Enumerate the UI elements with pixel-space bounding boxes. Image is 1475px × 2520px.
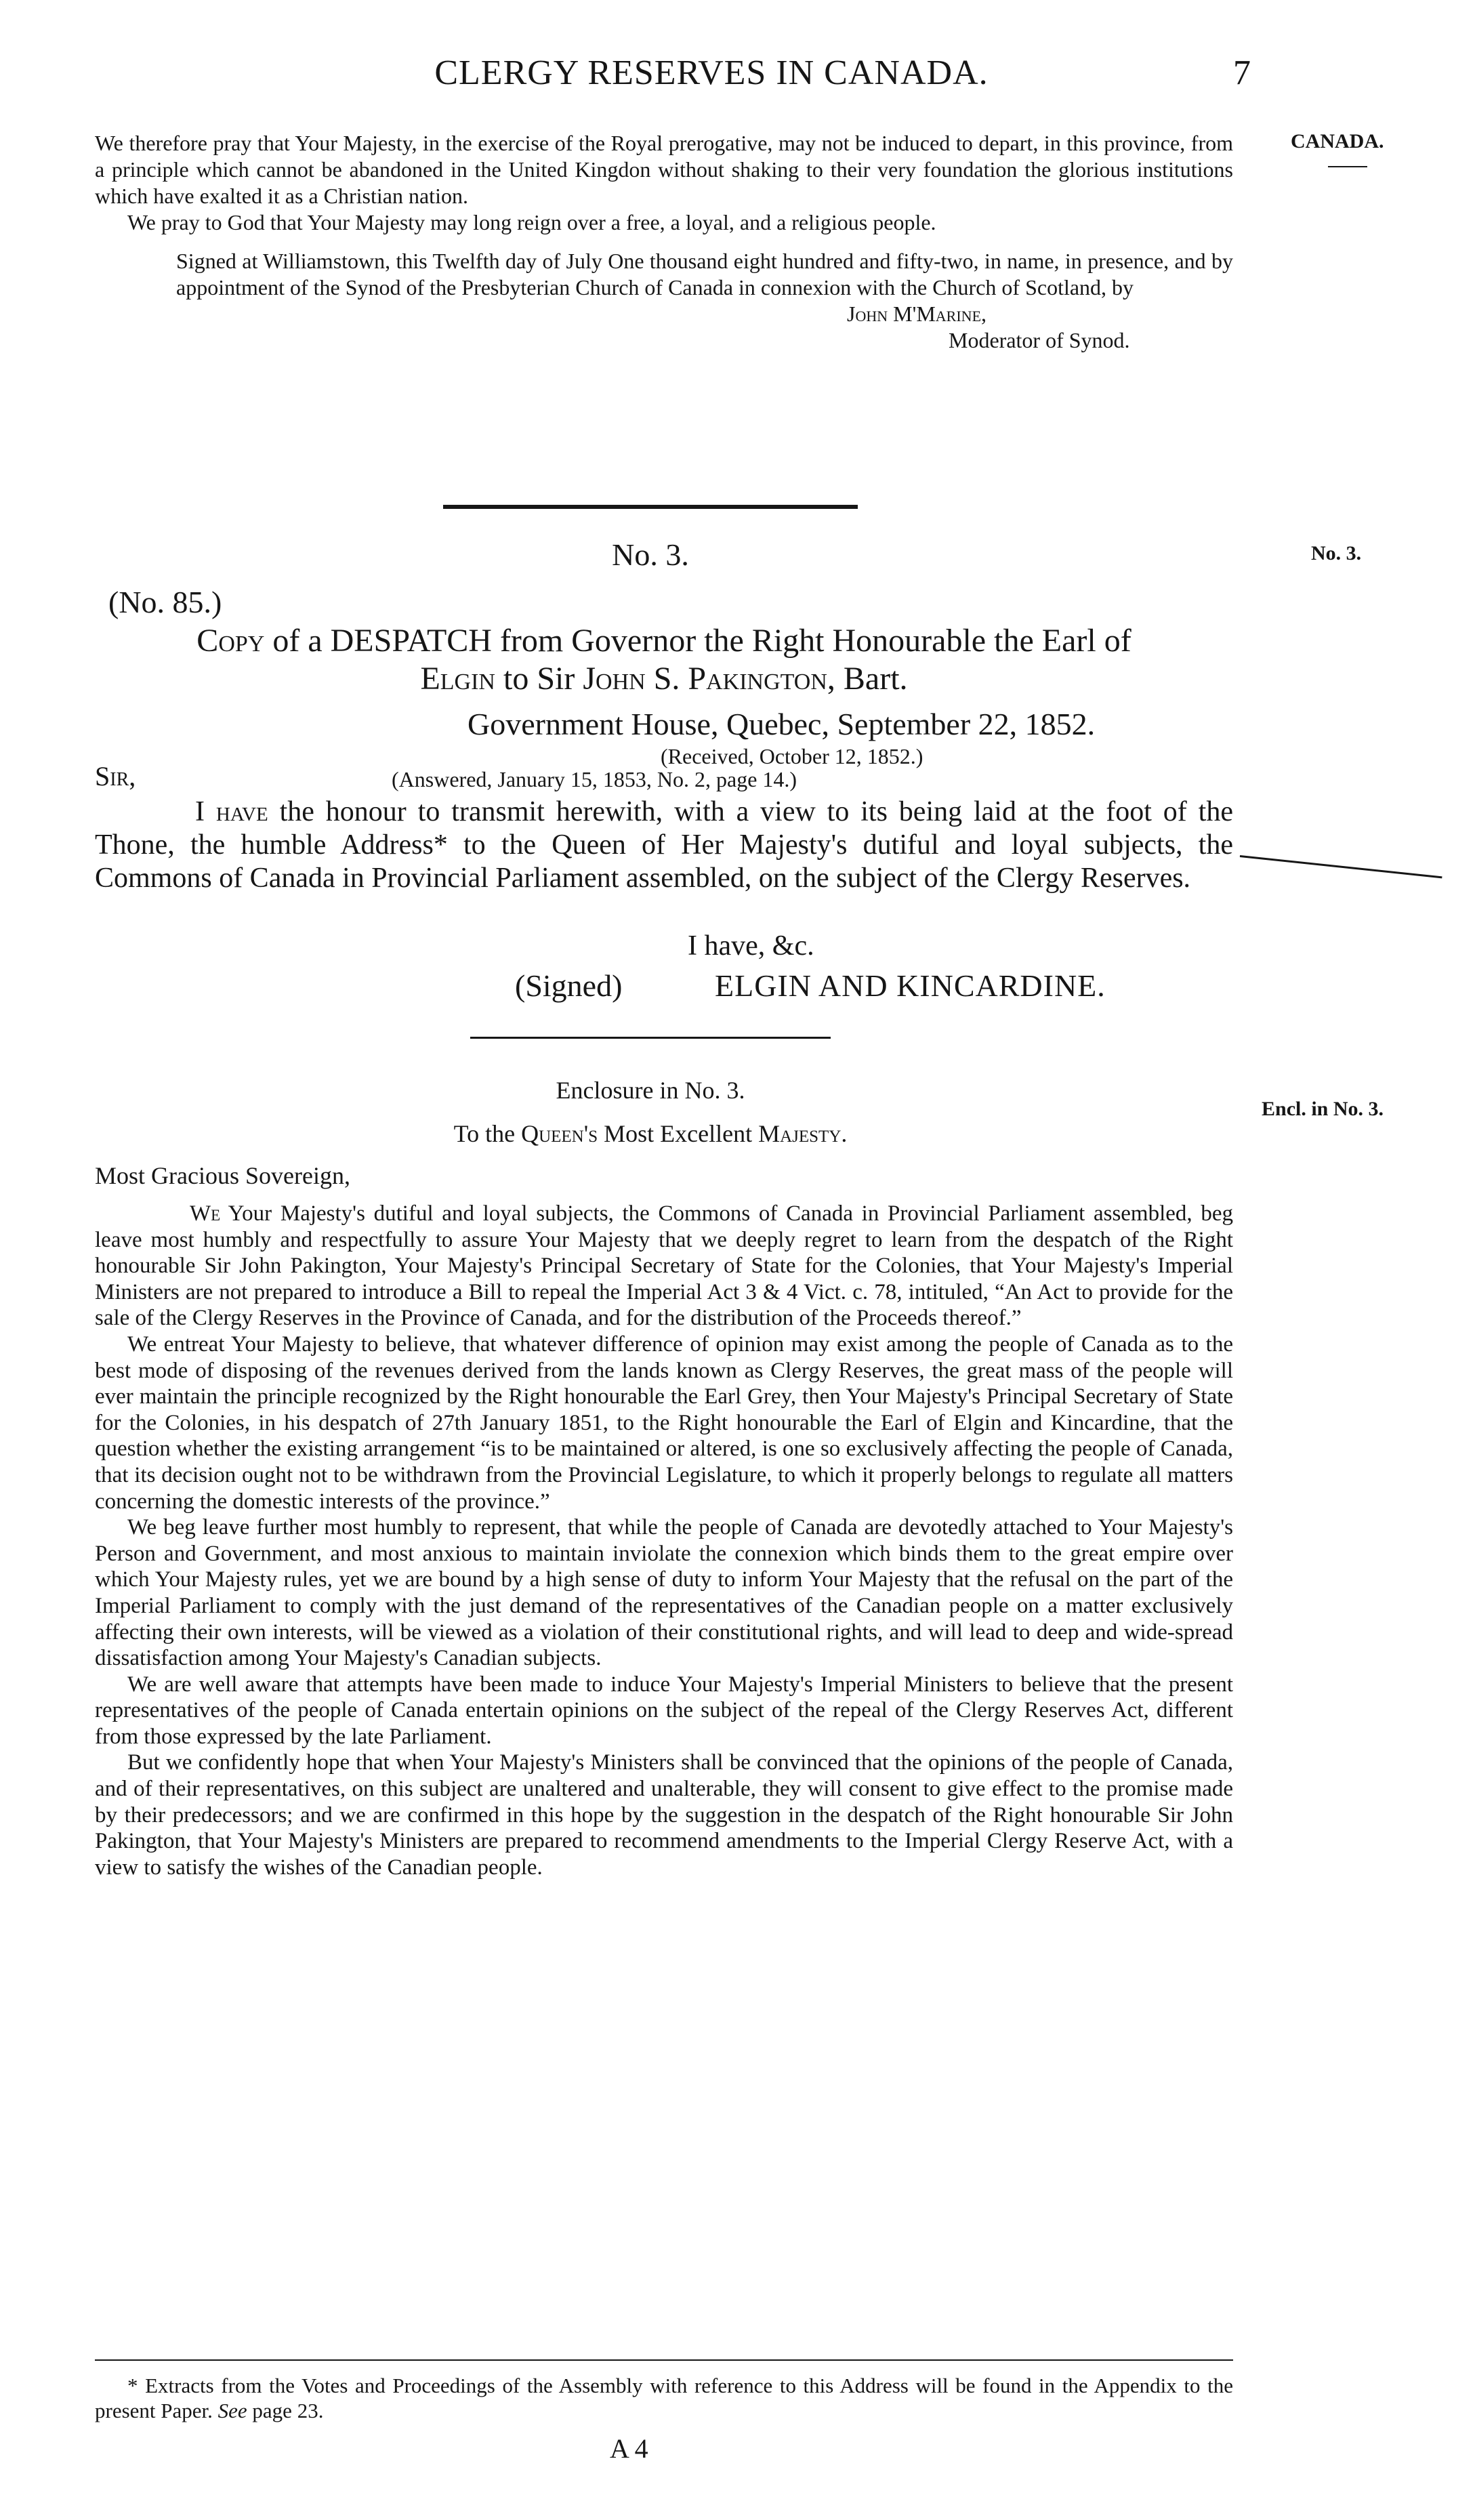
despatch-title-to: to Sir bbox=[495, 661, 583, 697]
despatch-title bbox=[95, 622, 1233, 698]
despatch-title-pakington: John S. Pakington bbox=[583, 661, 827, 697]
footnote-see: See bbox=[217, 2399, 247, 2422]
page-number: 7 bbox=[1233, 54, 1251, 92]
addressee-queen: Queen's bbox=[521, 1120, 598, 1147]
margin-dash bbox=[1328, 166, 1367, 167]
section-rule-light bbox=[470, 1037, 831, 1039]
margin-pointer-line bbox=[1240, 855, 1442, 878]
enclosure-body bbox=[95, 1201, 1233, 1880]
despatch-signed-label: (Signed) bbox=[515, 968, 623, 1003]
petition-paragraph-2: We pray to God that Your Majesty may long reign over a free, a loyal, and a religious people. bbox=[127, 210, 936, 234]
despatch-title-elgin: Elgin bbox=[420, 661, 495, 697]
margin-note-no3: No. 3. bbox=[1311, 542, 1362, 564]
despatch-received: (Received, October 12, 1852.) bbox=[661, 744, 923, 768]
despatch-number: (No. 85.) bbox=[108, 585, 222, 619]
margin-note-canada: CANADA. bbox=[1291, 130, 1384, 152]
despatch-signed-name: ELGIN AND KINCARDINE. bbox=[715, 968, 1106, 1003]
margin-note-encl: Encl. in No. 3. bbox=[1262, 1098, 1384, 1120]
petition-paragraph-1: We therefore pray that Your Majesty, in the exercise of the Royal prerogative, may not be induced to depart, in this province, from a principle which cannot be abandoned in the United Kingdon without shaking to their very foundation the glorious institutions which have exalted it as a Christian nation. bbox=[95, 131, 1233, 208]
despatch-text: the honour to transmit herewith, with a view to its being laid at the foot of the Thone, the humble Address* to the Queen of Her Majesty's dutiful and loyal subjects, the Commons of Canada in Provincial Parliament assembled, on the subject of the Clergy Reserves. bbox=[95, 796, 1233, 894]
footnote-page-ref: page 23. bbox=[247, 2399, 324, 2422]
addressee-majesty: Majesty. bbox=[758, 1120, 848, 1147]
enclosure-paragraph-4: We are well aware that attempts have been made to induce Your Majesty's Imperial Ministers to believe that the present representatives of the people of Canada entertain opinions on the subject of the repeal of the Clergy Reserves Act, different from those expressed by the late Parliament. bbox=[95, 1672, 1233, 1749]
enclosure-paragraph-1: Your Majesty's dutiful and loyal subjects, the Commons of Canada in Provincial Parliament assembled, beg leave most humbly and respectfully to assure Your Majesty that we deeply regret to learn from the despatch of the Right honourable Sir John Pakington, Your Majesty's Principal Secretary of State for the Colonies, that Your Majesty's Imperial Ministers are not prepared to introduce a Bill to repeal the Imperial Act 3 & 4 Vict. c. 78, intituled, “An Act to provide for the sale of the Clergy Reserves in the Province of Canada, and for the distribution of the Proceeds thereof.” bbox=[95, 1201, 1233, 1331]
despatch-title-bart: , Bart. bbox=[827, 661, 908, 697]
enclosure-paragraph-3: We beg leave further most humbly to represent, that while the people of Canada are devotedly attached to Your Majesty's Person and Government, and most anxious to maintain inviolate the connexion which binds them to the great empire over which Your Majesty rules, yet we are bound by a high sense of duty to inform Your Majesty that the refusal on the part of the Imperial Parliament to comply with the just demand of the representatives of the Canadian people on a matter exclusively affecting their own interests, will be viewed as a violation of their constitutional rights, and will lead to deep and wide-spread dissatisfaction among Your Majesty's Canadian subjects. bbox=[95, 1515, 1233, 1671]
footnote bbox=[95, 2373, 1233, 2423]
addressee-most-excellent: Most Excellent bbox=[598, 1120, 759, 1147]
despatch-title-copy: Copy bbox=[196, 623, 265, 659]
despatch-answered: (Answered, January 15, 1853, No. 2, page 14.) bbox=[392, 767, 797, 791]
enclosure-paragraph-5: But we confidently hope that when Your Majesty's Ministers shall be convinced that the opinions of the people of Canada, and of their representatives, on this subject are unaltered and unalterable, they will consent to give effect to the promise made by their predecessors; and we are confirmed in this hope by the suggestion in the despatch of the Right honourable Sir John Pakington, that Your Majesty's Ministers are prepared to recommend amendments to the Imperial Clergy Reserve Act, with a view to satisfy the wishes of the Canadian people. bbox=[95, 1750, 1233, 1880]
section-rule-heavy bbox=[443, 505, 858, 509]
addressee-to: To the bbox=[453, 1120, 522, 1147]
footnote-text: * Extracts from the Votes and Proceedings of the Assembly with reference to this Address will be found in the Appendix to the present Paper. bbox=[95, 2374, 1233, 2422]
enclosure-salutation: Most Gracious Sovereign, bbox=[95, 1162, 350, 1189]
despatch-closing: I have, &c. bbox=[688, 930, 814, 962]
despatch-heading: No. 3. bbox=[612, 537, 689, 572]
despatch-body bbox=[95, 796, 1233, 895]
enclosure-paragraph-2: We entreat Your Majesty to believe, that whatever difference of opinion may exist among the people of Canada as to the best mode of disposing of the revenues derived from the lands known as Clergy Reserves, the great mass of the people will ever maintain the principle recognized by the Right honourable the Earl Grey, then Your Majesty's Principal Secretary of State for the Colonies, in his despatch of 27th January 1851, to the Right honourable the Earl of Elgin and Kincardine, that the question whether the existing arrangement “is to be maintained or altered, is one so exclusively affecting the people of Canada, that its decision ought not to be withdrawn from the Provincial Legislature, to which it properly belongs to regulate all matters concerning the domestic interests of the province.” bbox=[95, 1331, 1233, 1514]
running-header: CLERGY RESERVES IN CANADA. bbox=[434, 54, 989, 92]
signature-mark: A 4 bbox=[610, 2433, 648, 2464]
petition-signer: John M'Marine, bbox=[847, 302, 987, 326]
despatch-title-rest: of a DESPATCH from Governor the Right Honourable the Earl of bbox=[264, 623, 1131, 659]
petition-conclusion bbox=[95, 130, 1233, 354]
enclosure-addressee bbox=[0, 1119, 1301, 1148]
footnote-rule bbox=[95, 2359, 1233, 2361]
despatch-salutation: Sir, bbox=[95, 761, 136, 791]
enclosure-heading: Enclosure in No. 3. bbox=[556, 1077, 745, 1104]
petition-signed-line: Signed at Williamstown, this Twelfth day of July One thousand eight hundred and fifty-two, in name, in presence, and by appointment of the Synod of the Presbyterian Church of Canada in connexion with the Church of Scotland, by bbox=[176, 249, 1233, 299]
petition-signer-title: Moderator of Synod. bbox=[949, 328, 1130, 352]
enclosure-lead: We bbox=[190, 1201, 221, 1226]
despatch-lead: I have bbox=[195, 796, 268, 827]
despatch-place-date: Government House, Quebec, September 22, 1852. bbox=[468, 707, 1096, 741]
